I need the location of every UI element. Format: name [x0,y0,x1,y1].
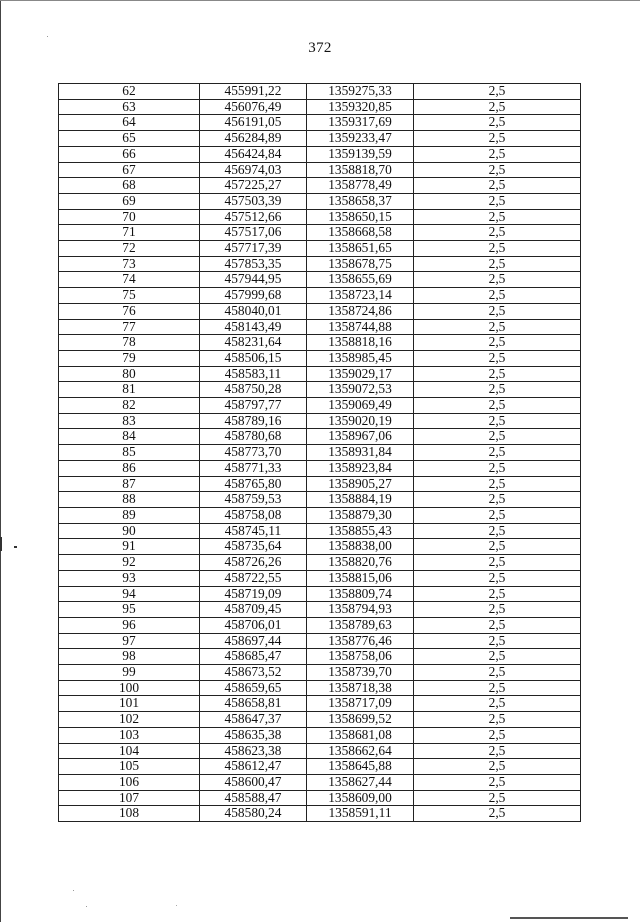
accuracy-cell: 2,5 [414,272,581,288]
accuracy-cell: 2,5 [414,193,581,209]
table-row [59,288,581,304]
accuracy-cell: 2,5 [414,539,581,555]
table-row [59,225,581,241]
table-row [59,523,581,539]
x-coordinate-cell: 458765,80 [200,476,307,492]
x-coordinate-cell: 458758,08 [200,507,307,523]
point-number-cell: 94 [59,586,200,602]
accuracy-cell: 2,5 [414,774,581,790]
y-coordinate-cell: 1359317,69 [307,115,414,131]
accuracy-cell: 2,5 [414,507,581,523]
table-row [59,602,581,618]
x-coordinate-cell: 457717,39 [200,241,307,257]
point-number-cell: 103 [59,727,200,743]
scan-border-top [0,0,640,1]
y-coordinate-cell: 1358815,06 [307,570,414,586]
accuracy-cell: 2,5 [414,350,581,366]
table-row [59,445,581,461]
x-coordinate-cell: 458659,65 [200,680,307,696]
y-coordinate-cell: 1358724,86 [307,303,414,319]
y-coordinate-cell: 1359275,33 [307,84,414,100]
page-number: 372 [308,40,332,56]
table-row [59,272,581,288]
x-coordinate-cell: 458735,64 [200,539,307,555]
point-number-cell: 89 [59,507,200,523]
y-coordinate-cell: 1358818,70 [307,162,414,178]
y-coordinate-cell: 1358931,84 [307,445,414,461]
y-coordinate-cell: 1359320,85 [307,99,414,115]
y-coordinate-cell: 1359029,17 [307,366,414,382]
y-coordinate-cell: 1358967,06 [307,429,414,445]
point-number-cell: 102 [59,712,200,728]
scan-mark [0,537,2,551]
table-row [59,131,581,147]
y-coordinate-cell: 1358744,88 [307,319,414,335]
accuracy-cell: 2,5 [414,649,581,665]
point-number-cell: 82 [59,398,200,414]
point-number-cell: 95 [59,602,200,618]
y-coordinate-cell: 1358650,15 [307,209,414,225]
accuracy-cell: 2,5 [414,743,581,759]
table-row [59,162,581,178]
x-coordinate-cell: 458143,49 [200,319,307,335]
accuracy-cell: 2,5 [414,680,581,696]
y-coordinate-cell: 1358662,64 [307,743,414,759]
x-coordinate-cell: 456284,89 [200,131,307,147]
y-coordinate-cell: 1358820,76 [307,555,414,571]
y-coordinate-cell: 1358655,69 [307,272,414,288]
table-row [59,712,581,728]
accuracy-cell: 2,5 [414,790,581,806]
table-row [59,539,581,555]
x-coordinate-cell: 458771,33 [200,460,307,476]
x-coordinate-cell: 458797,77 [200,398,307,414]
table-row [59,209,581,225]
point-number-cell: 65 [59,131,200,147]
point-number-cell: 105 [59,759,200,775]
point-number-cell: 90 [59,523,200,539]
accuracy-cell: 2,5 [414,178,581,194]
x-coordinate-cell: 457853,35 [200,256,307,272]
point-number-cell: 75 [59,288,200,304]
x-coordinate-cell: 458719,09 [200,586,307,602]
x-coordinate-cell: 458623,38 [200,743,307,759]
x-coordinate-cell: 456076,49 [200,99,307,115]
point-number-cell: 84 [59,429,200,445]
table-row [59,256,581,272]
point-number-cell: 107 [59,790,200,806]
y-coordinate-cell: 1358905,27 [307,476,414,492]
accuracy-cell: 2,5 [414,131,581,147]
accuracy-cell: 2,5 [414,759,581,775]
x-coordinate-cell: 458635,38 [200,727,307,743]
table-row [59,115,581,131]
x-coordinate-cell: 457512,66 [200,209,307,225]
table-row [59,507,581,523]
table-row [59,555,581,571]
x-coordinate-cell: 457503,39 [200,193,307,209]
x-coordinate-cell: 457999,68 [200,288,307,304]
x-coordinate-cell: 457225,27 [200,178,307,194]
accuracy-cell: 2,5 [414,712,581,728]
table-row [59,665,581,681]
point-number-cell: 79 [59,350,200,366]
accuracy-cell: 2,5 [414,555,581,571]
x-coordinate-cell: 458040,01 [200,303,307,319]
scan-streak [510,917,628,919]
y-coordinate-cell: 1358658,37 [307,193,414,209]
point-number-cell: 62 [59,84,200,100]
point-number-cell: 97 [59,633,200,649]
point-number-cell: 100 [59,680,200,696]
y-coordinate-cell: 1358884,19 [307,492,414,508]
y-coordinate-cell: 1358855,43 [307,523,414,539]
table-row [59,382,581,398]
x-coordinate-cell: 458580,24 [200,806,307,822]
point-number-cell: 74 [59,272,200,288]
point-number-cell: 91 [59,539,200,555]
point-number-cell: 70 [59,209,200,225]
x-coordinate-cell: 458506,15 [200,350,307,366]
accuracy-cell: 2,5 [414,84,581,100]
x-coordinate-cell: 458600,47 [200,774,307,790]
y-coordinate-cell: 1359139,59 [307,146,414,162]
accuracy-cell: 2,5 [414,429,581,445]
x-coordinate-cell: 456191,05 [200,115,307,131]
table-row [59,696,581,712]
table-row [59,366,581,382]
table-row [59,727,581,743]
y-coordinate-cell: 1358591,11 [307,806,414,822]
accuracy-cell: 2,5 [414,806,581,822]
scan-mark [14,546,17,548]
accuracy-cell: 2,5 [414,617,581,633]
accuracy-cell: 2,5 [414,445,581,461]
point-number-cell: 86 [59,460,200,476]
x-coordinate-cell: 458658,81 [200,696,307,712]
point-number-cell: 85 [59,445,200,461]
x-coordinate-cell: 458745,11 [200,523,307,539]
x-coordinate-cell: 458231,64 [200,335,307,351]
x-coordinate-cell: 457944,95 [200,272,307,288]
accuracy-cell: 2,5 [414,633,581,649]
y-coordinate-cell: 1359069,49 [307,398,414,414]
x-coordinate-cell: 458685,47 [200,649,307,665]
table-row [59,570,581,586]
y-coordinate-cell: 1358627,44 [307,774,414,790]
point-number-cell: 68 [59,178,200,194]
table-row [59,586,581,602]
x-coordinate-cell: 458697,44 [200,633,307,649]
y-coordinate-cell: 1359072,53 [307,382,414,398]
accuracy-cell: 2,5 [414,570,581,586]
table-row [59,178,581,194]
x-coordinate-cell: 458722,55 [200,570,307,586]
point-number-cell: 83 [59,413,200,429]
y-coordinate-cell: 1358809,74 [307,586,414,602]
table-row [59,759,581,775]
table-row [59,743,581,759]
table-row [59,193,581,209]
y-coordinate-cell: 1358838,00 [307,539,414,555]
accuracy-cell: 2,5 [414,665,581,681]
accuracy-cell: 2,5 [414,209,581,225]
table-row [59,633,581,649]
y-coordinate-cell: 1358923,84 [307,460,414,476]
table-row [59,350,581,366]
point-number-cell: 67 [59,162,200,178]
y-coordinate-cell: 1358678,75 [307,256,414,272]
accuracy-cell: 2,5 [414,99,581,115]
point-number-cell: 99 [59,665,200,681]
accuracy-cell: 2,5 [414,241,581,257]
accuracy-cell: 2,5 [414,460,581,476]
table-row [59,335,581,351]
x-coordinate-cell: 458706,01 [200,617,307,633]
y-coordinate-cell: 1358794,93 [307,602,414,618]
point-number-cell: 66 [59,146,200,162]
point-number-cell: 101 [59,696,200,712]
accuracy-cell: 2,5 [414,523,581,539]
accuracy-cell: 2,5 [414,696,581,712]
x-coordinate-cell: 458647,37 [200,712,307,728]
y-coordinate-cell: 1358681,08 [307,727,414,743]
y-coordinate-cell: 1358879,30 [307,507,414,523]
point-number-cell: 71 [59,225,200,241]
point-number-cell: 108 [59,806,200,822]
y-coordinate-cell: 1358717,09 [307,696,414,712]
accuracy-cell: 2,5 [414,382,581,398]
table-row [59,241,581,257]
accuracy-cell: 2,5 [414,398,581,414]
scan-speck [47,36,48,37]
table-row [59,617,581,633]
accuracy-cell: 2,5 [414,727,581,743]
scan-border-left [0,0,1,922]
y-coordinate-cell: 1358985,45 [307,350,414,366]
accuracy-cell: 2,5 [414,146,581,162]
x-coordinate-cell: 457517,06 [200,225,307,241]
point-number-cell: 98 [59,649,200,665]
point-number-cell: 63 [59,99,200,115]
accuracy-cell: 2,5 [414,476,581,492]
point-number-cell: 80 [59,366,200,382]
point-number-cell: 104 [59,743,200,759]
table-row [59,413,581,429]
accuracy-cell: 2,5 [414,303,581,319]
table-row [59,319,581,335]
table-row [59,99,581,115]
table-row [59,398,581,414]
x-coordinate-cell: 458583,11 [200,366,307,382]
table-row [59,649,581,665]
accuracy-cell: 2,5 [414,162,581,178]
point-number-cell: 69 [59,193,200,209]
y-coordinate-cell: 1358789,63 [307,617,414,633]
x-coordinate-cell: 458759,53 [200,492,307,508]
accuracy-cell: 2,5 [414,586,581,602]
x-coordinate-cell: 458673,52 [200,665,307,681]
y-coordinate-cell: 1359020,19 [307,413,414,429]
y-coordinate-cell: 1358776,46 [307,633,414,649]
point-number-cell: 76 [59,303,200,319]
coordinates-table [58,83,581,822]
coordinates-table-body [59,84,581,822]
accuracy-cell: 2,5 [414,602,581,618]
point-number-cell: 93 [59,570,200,586]
x-coordinate-cell: 455991,22 [200,84,307,100]
point-number-cell: 77 [59,319,200,335]
scan-speck [176,905,177,906]
point-number-cell: 72 [59,241,200,257]
x-coordinate-cell: 458588,47 [200,790,307,806]
accuracy-cell: 2,5 [414,366,581,382]
accuracy-cell: 2,5 [414,335,581,351]
x-coordinate-cell: 458726,26 [200,555,307,571]
table-row [59,146,581,162]
table-row [59,429,581,445]
x-coordinate-cell: 458612,47 [200,759,307,775]
point-number-cell: 87 [59,476,200,492]
point-number-cell: 88 [59,492,200,508]
table-row [59,680,581,696]
accuracy-cell: 2,5 [414,225,581,241]
y-coordinate-cell: 1359233,47 [307,131,414,147]
y-coordinate-cell: 1358609,00 [307,790,414,806]
x-coordinate-cell: 458780,68 [200,429,307,445]
table-row [59,806,581,822]
accuracy-cell: 2,5 [414,319,581,335]
accuracy-cell: 2,5 [414,492,581,508]
x-coordinate-cell: 458773,70 [200,445,307,461]
y-coordinate-cell: 1358758,06 [307,649,414,665]
y-coordinate-cell: 1358645,88 [307,759,414,775]
y-coordinate-cell: 1358699,52 [307,712,414,728]
y-coordinate-cell: 1358651,65 [307,241,414,257]
x-coordinate-cell: 458789,16 [200,413,307,429]
y-coordinate-cell: 1358723,14 [307,288,414,304]
scan-speck [86,906,87,907]
point-number-cell: 64 [59,115,200,131]
y-coordinate-cell: 1358778,49 [307,178,414,194]
x-coordinate-cell: 458709,45 [200,602,307,618]
table-row [59,476,581,492]
table-row [59,460,581,476]
y-coordinate-cell: 1358818,16 [307,335,414,351]
point-number-cell: 106 [59,774,200,790]
table-row [59,790,581,806]
point-number-cell: 92 [59,555,200,571]
accuracy-cell: 2,5 [414,115,581,131]
x-coordinate-cell: 456974,03 [200,162,307,178]
table-row [59,303,581,319]
y-coordinate-cell: 1358668,58 [307,225,414,241]
accuracy-cell: 2,5 [414,256,581,272]
y-coordinate-cell: 1358739,70 [307,665,414,681]
point-number-cell: 73 [59,256,200,272]
accuracy-cell: 2,5 [414,413,581,429]
point-number-cell: 81 [59,382,200,398]
y-coordinate-cell: 1358718,38 [307,680,414,696]
point-number-cell: 96 [59,617,200,633]
x-coordinate-cell: 456424,84 [200,146,307,162]
scan-speck [73,890,74,891]
accuracy-cell: 2,5 [414,288,581,304]
table-row [59,492,581,508]
x-coordinate-cell: 458750,28 [200,382,307,398]
point-number-cell: 78 [59,335,200,351]
table-row [59,84,581,100]
table-row [59,774,581,790]
